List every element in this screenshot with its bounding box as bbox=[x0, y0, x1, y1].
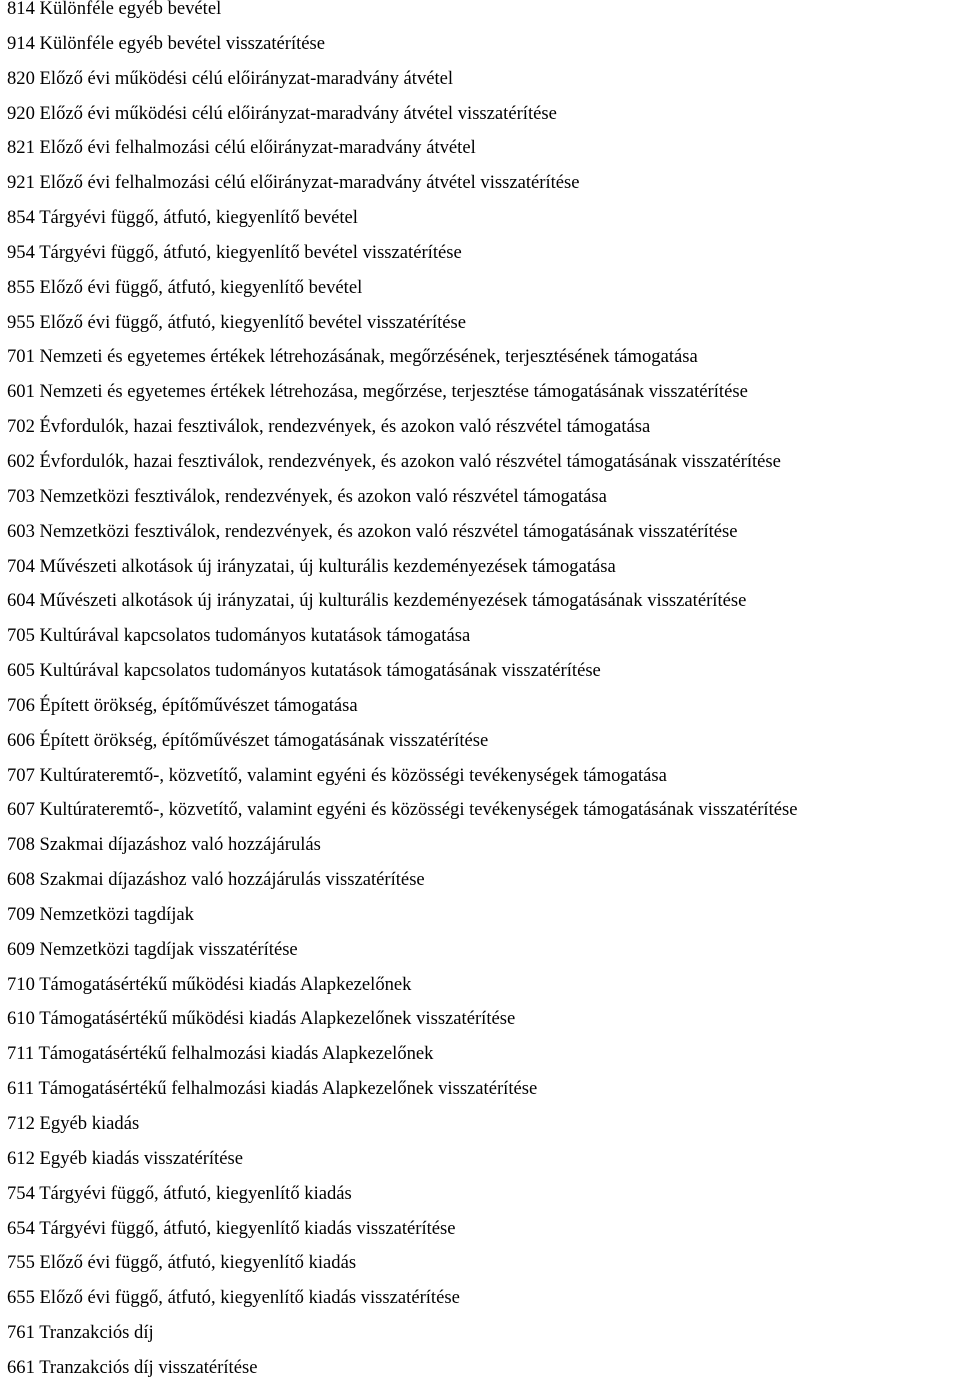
document-line: 955 Előző évi függő, átfutó, kiegyenlítő bevétel visszatérítése bbox=[7, 311, 467, 333]
document-line: 710 Támogatásértékű működési kiadás Alapkezelőnek bbox=[7, 973, 412, 995]
document-line: 602 Évfordulók, hazai fesztiválok, rendezvények, és azokon való részvétel támogatásának visszatérítése bbox=[7, 450, 781, 472]
document-line: 755 Előző évi függő, átfutó, kiegyenlítő kiadás bbox=[7, 1252, 357, 1274]
document-line: 704 Művészeti alkotások új irányzatai, új kulturális kezdeményezések támogatása bbox=[7, 555, 616, 577]
document-line: 611 Támogatásértékű felhalmozási kiadás Alapkezelőnek visszatérítése bbox=[7, 1078, 538, 1100]
document-line: 705 Kultúrával kapcsolatos tudományos kutatások támogatása bbox=[7, 625, 471, 647]
document-line: 854 Tárgyévi függő, átfutó, kiegyenlítő bevétel bbox=[7, 207, 358, 229]
document-line: 954 Tárgyévi függő, átfutó, kiegyenlítő bevétel visszatérítése bbox=[7, 241, 462, 263]
document-line: 855 Előző évi függő, átfutó, kiegyenlítő bevétel bbox=[7, 276, 363, 298]
document-line: 603 Nemzetközi fesztiválok, rendezvények, és azokon való részvétel támogatásának visszatérítése bbox=[7, 520, 738, 542]
document-line: 606 Épített örökség, építőművészet támogatásának visszatérítése bbox=[7, 729, 489, 751]
document-line: 607 Kultúrateremtő-, közvetítő, valamint egyéni és közösségi tevékenységek támogatásának visszatérítése bbox=[7, 799, 798, 821]
document-line: 661 Tranzakciós díj visszatérítése bbox=[7, 1356, 258, 1378]
document-line: 655 Előző évi függő, átfutó, kiegyenlítő kiadás visszatérítése bbox=[7, 1287, 460, 1309]
document-line: 609 Nemzetközi tagdíjak visszatérítése bbox=[7, 938, 298, 960]
document-line: 605 Kultúrával kapcsolatos tudományos kutatások támogatásának visszatérítése bbox=[7, 660, 601, 682]
document-line-list bbox=[7, 0, 960, 1386]
document-line: 708 Szakmai díjazáshoz való hozzájárulás bbox=[7, 834, 321, 856]
document-line: 654 Tárgyévi függő, átfutó, kiegyenlítő kiadás visszatérítése bbox=[7, 1217, 456, 1239]
document-line: 761 Tranzakciós díj bbox=[7, 1322, 154, 1344]
document-line: 610 Támogatásértékű működési kiadás Alapkezelőnek visszatérítése bbox=[7, 1008, 516, 1030]
document-line: 604 Művészeti alkotások új irányzatai, új kulturális kezdeményezések támogatásának visszatérítése bbox=[7, 590, 747, 612]
document-line: 712 Egyéb kiadás bbox=[7, 1113, 140, 1134]
document-line: 821 Előző évi felhalmozási célú előirányzat-maradvány átvétel bbox=[7, 137, 476, 159]
document-line: 814 Különféle egyéb bevétel bbox=[7, 0, 222, 19]
document-line: 703 Nemzetközi fesztiválok, rendezvények, és azokon való részvétel támogatása bbox=[7, 485, 607, 507]
document-line: 612 Egyéb kiadás visszatérítése bbox=[7, 1147, 243, 1169]
document-line: 754 Tárgyévi függő, átfutó, kiegyenlítő kiadás bbox=[7, 1182, 352, 1204]
document-line: 709 Nemzetközi tagdíjak bbox=[7, 903, 194, 925]
document-line: 702 Évfordulók, hazai fesztiválok, rendezvények, és azokon való részvétel támogatása bbox=[7, 416, 651, 438]
document-line: 711 Támogatásértékű felhalmozási kiadás Alapkezelőnek bbox=[7, 1043, 434, 1065]
document-line: 820 Előző évi működési célú előirányzat-maradvány átvétel bbox=[7, 67, 454, 89]
document-line: 701 Nemzeti és egyetemes értékek létrehozásának, megőrzésének, terjesztésének támogatása bbox=[7, 346, 698, 368]
document-line: 921 Előző évi felhalmozási célú előirányzat-maradvány átvétel visszatérítése bbox=[7, 172, 580, 194]
document-line: 920 Előző évi működési célú előirányzat-maradvány átvétel visszatérítése bbox=[7, 102, 557, 124]
document-line: 914 Különféle egyéb bevétel visszatérítése bbox=[7, 32, 326, 54]
document-line: 706 Épített örökség, építőművészet támogatása bbox=[7, 694, 358, 716]
document-line: 707 Kultúrateremtő-, közvetítő, valamint egyéni és közösségi tevékenységek támogatása bbox=[7, 764, 667, 786]
document-line: 608 Szakmai díjazáshoz való hozzájárulás visszatérítése bbox=[7, 869, 425, 891]
document-line: 601 Nemzeti és egyetemes értékek létrehozása, megőrzése, terjesztése támogatásának visszatérítése bbox=[7, 381, 748, 403]
